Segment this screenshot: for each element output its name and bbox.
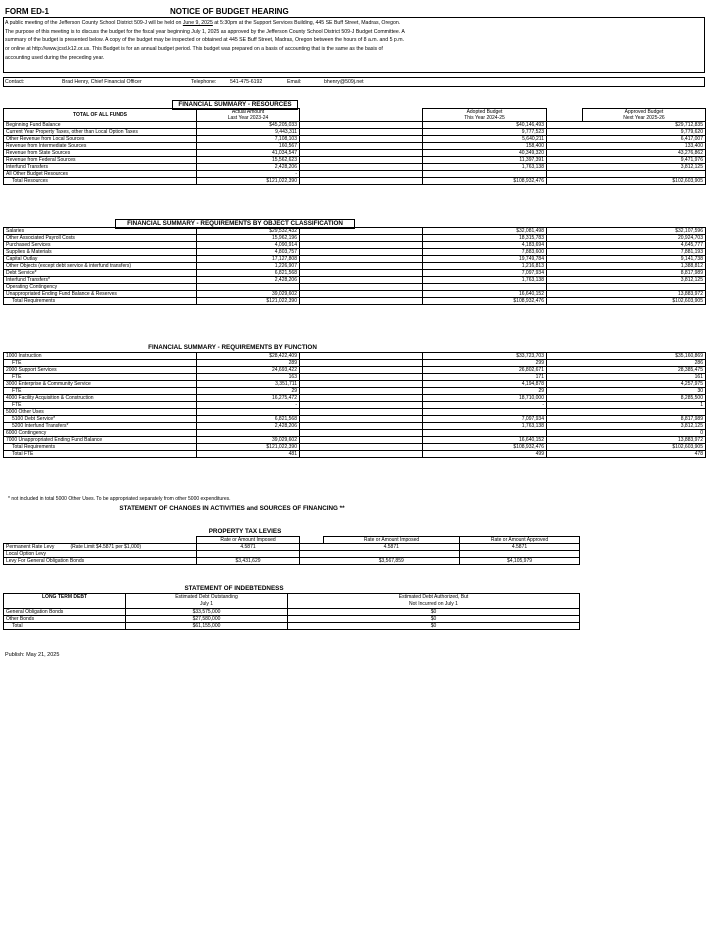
last-year-value: 2,428,206 (197, 277, 300, 284)
next-year-value: 20,924,703 (583, 235, 706, 242)
row-label: Other Associated Payroll Costs (4, 235, 197, 242)
row-label: Salaries (4, 228, 197, 235)
next-year-value: 161 (583, 374, 706, 381)
next-year-value: $102,603,905 (583, 178, 706, 185)
last-year-value: $28,422,409 (197, 353, 300, 360)
row-label: 6000 Contingency (4, 430, 197, 437)
notice-line-text: The purpose of this meeting is to discuss the budget for the fiscal year beginning July 1, 2025 as approved by the Jefferson County School District 509-J Budget Committee. A (5, 28, 405, 35)
this-year-value: 7,097,934 (447, 270, 547, 277)
row-label: FTE (4, 360, 197, 367)
tax-rate-limit: (Rate Limit $4.5871 per $1,000) (69, 544, 197, 551)
row-label: Operating Contingency (4, 284, 197, 291)
next-year-value (583, 409, 706, 416)
this-year-value: 18,315,783 (447, 235, 547, 242)
this-year-value: $108,932,476 (447, 298, 547, 305)
this-year-value: 26,802,671 (447, 367, 547, 374)
last-year-value: 6,821,568 (197, 416, 300, 423)
row-label: Revenue from State Sources (4, 150, 197, 157)
next-year-value: 43,276,862 (583, 150, 706, 157)
this-year-value: 11,397,391 (447, 157, 547, 164)
notice-line-text: at 5:30pm at the Support Services Building, 445 SE Buff Street, Madras, Oregon. (212, 20, 401, 26)
this-year-value: 7,883,600 (447, 249, 547, 256)
row-label: 4000 Facility Acquisition & Construction (4, 395, 197, 402)
this-year-value (447, 409, 547, 416)
resources-col-funds: TOTAL OF ALL FUNDS (4, 109, 197, 122)
last-year-value: 16,275,472 (197, 395, 300, 402)
requirement-function-row (4, 353, 706, 360)
last-year-value: 15,962,196 (197, 235, 300, 242)
next-year-value: 3,812,125 (583, 423, 706, 430)
next-year-value: 9,471,976 (583, 157, 706, 164)
email-address[interactable]: bhenry@509j.net (324, 79, 364, 85)
row-label: Current Year Property Taxes, other than Local Option Taxes (4, 129, 197, 136)
last-year-value: 6,821,568 (197, 270, 300, 277)
next-year-value: $102,603,905 (583, 298, 706, 305)
this-year-value (447, 430, 547, 437)
last-year-value: $45,205,033 (197, 122, 300, 129)
row-label: Total Resources (4, 178, 197, 185)
resources-col-adopted: Adopted Budget This Year 2024-25 (423, 109, 547, 122)
last-year-value (197, 430, 300, 437)
last-year-value: 481 (197, 451, 300, 458)
row-label: FTE (4, 374, 197, 381)
debt-row (4, 616, 580, 623)
row-label: Capital Outlay (4, 256, 197, 263)
row-label: 5200 Interfund Transfers* (4, 423, 197, 430)
notice-line (4, 19, 704, 28)
next-year-value: $35,160,869 (583, 353, 706, 360)
this-year-value: $108,932,476 (447, 178, 547, 185)
function-footnote: * not included in total 5000 Other Uses. To be appropriated separately from other 5000 expenditures. (8, 496, 231, 502)
last-year-value: $121,022,390 (197, 178, 300, 185)
tax-col-next-year: Rate or Amount Approved (460, 537, 580, 544)
next-year-value: 8,817,989 (583, 270, 706, 277)
notice-line-text: accounting used during the preceding year. (5, 54, 105, 61)
last-year-value: - (197, 171, 300, 178)
next-year-value: 0 (583, 430, 706, 437)
row-label: 5100 Debt Service* (4, 416, 197, 423)
notice-box (3, 17, 705, 73)
this-year-value: $33,723,703 (447, 353, 547, 360)
fte-row (4, 388, 706, 395)
fte-row (4, 360, 706, 367)
this-year-value: 1,763,138 (447, 164, 547, 171)
row-label: All Other Budget Resources (4, 171, 197, 178)
publish-date: Publish: May 21, 2025 (5, 652, 60, 658)
requirement-object-row (4, 263, 706, 270)
last-year-value: $29,532,432 (197, 228, 300, 235)
resource-row (4, 136, 706, 143)
this-year-value: 171 (447, 374, 547, 381)
page-title: NOTICE OF BUDGET HEARING (170, 7, 289, 16)
this-year-value: 499 (447, 451, 547, 458)
last-year-value: 39,029,602 (197, 291, 300, 298)
fte-row (4, 402, 706, 409)
last-year-value: 289 (197, 360, 300, 367)
property-tax-row (4, 551, 580, 558)
requirement-object-row (4, 291, 706, 298)
form-number: FORM ED-1 (5, 7, 49, 16)
notice-line-text: summary of the budget is presented below. A copy of the budget may be inspected or obtained at 445 SE Buff Street, Madras, Oregon between the hours of 8 a.m. and 5 p.m. (5, 37, 405, 44)
debt-outstanding-value: $61,155,000 (126, 623, 288, 630)
resources-table (3, 108, 706, 185)
next-year-value: 3,812,125 (583, 277, 706, 284)
resource-row (4, 129, 706, 136)
resource-row (4, 171, 706, 178)
requirements-function-table (3, 352, 706, 458)
row-label: Purchased Services (4, 242, 197, 249)
this-year-value: 19,749,784 (447, 256, 547, 263)
requirement-function-row (4, 423, 706, 430)
debt-row (4, 609, 580, 616)
debt-authorized-value: $0 (288, 609, 580, 616)
contact-name: Brad Henry, Chief Financial Officer (62, 79, 142, 85)
total-fte-row (4, 451, 706, 458)
row-label: Revenue from Intermediate Sources (4, 143, 197, 150)
notice-line-text: A public meeting of the Jefferson County School District 509-J will be held on (5, 20, 183, 26)
debt-row-label: General Obligation Bonds (4, 609, 126, 616)
debt-row-label: Other Bonds (4, 616, 126, 623)
next-year-value: 13,883,972 (583, 437, 706, 444)
requirement-object-row (4, 277, 706, 284)
next-year-value: 4,645,777 (583, 242, 706, 249)
this-year-value: 16,640,152 (447, 291, 547, 298)
this-year-value: 29 (447, 388, 547, 395)
this-year-value: $32,081,498 (447, 228, 547, 235)
last-year-value: 2,428,206 (197, 423, 300, 430)
requirement-function-row (4, 416, 706, 423)
resources-col-actual: Actual Amount Last Year 2023-24 (197, 109, 300, 122)
tax-next-year-value (460, 551, 580, 558)
next-year-value: 478 (583, 451, 706, 458)
notice-line (4, 28, 704, 37)
notice-line (4, 45, 704, 54)
requirements-function-total-row (4, 444, 706, 451)
debt-outstanding-value: $33,575,000 (126, 609, 288, 616)
this-year-value: 16,640,152 (447, 437, 547, 444)
requirement-function-row (4, 430, 706, 437)
requirement-object-row (4, 284, 706, 291)
requirement-object-row (4, 256, 706, 263)
indebtedness-table (3, 593, 580, 630)
next-year-value: 8,817,989 (583, 416, 706, 423)
resource-row (4, 150, 706, 157)
resource-row (4, 157, 706, 164)
tax-row-label: Levy For General Obligation Bonds (4, 558, 197, 565)
notice-line-text: or online at http://www.jcsd.k12.or.us. This Budget is for an annual budget period. This budget was prepared on a basis of accounting that is the same as the basis of (5, 46, 383, 53)
last-year-value: 24,693,422 (197, 367, 300, 374)
next-year-value: $102,603,905 (583, 444, 706, 451)
last-year-value: 4,803,757 (197, 249, 300, 256)
this-year-value: 5,640,211 (447, 136, 547, 143)
last-year-value (197, 409, 300, 416)
last-year-value: 163 (197, 374, 300, 381)
requirements-function-title: FINANCIAL SUMMARY - REQUIREMENTS BY FUNCTION (140, 344, 325, 352)
last-year-value: 39,029,602 (197, 437, 300, 444)
this-year-value: 7,097,934 (447, 416, 547, 423)
row-label: 7000 Unappropriated Ending Fund Balance (4, 437, 197, 444)
next-year-value: 9,779,620 (583, 129, 706, 136)
next-year-value: 1,388,812 (583, 263, 706, 270)
requirement-object-row (4, 235, 706, 242)
tax-this-year-value: $3,567,859 (324, 558, 460, 565)
requirement-function-row (4, 437, 706, 444)
resource-row (4, 164, 706, 171)
requirements-object-total-row (4, 298, 706, 305)
this-year-value: 1,763,138 (447, 277, 547, 284)
next-year-value: 9,141,738 (583, 256, 706, 263)
this-year-value: 18,710,000 (447, 395, 547, 402)
requirement-object-row (4, 242, 706, 249)
row-label: Supplies & Materials (4, 249, 197, 256)
resource-row (4, 122, 706, 129)
resource-row (4, 143, 706, 150)
next-year-value: 1 (583, 402, 706, 409)
this-year-value: 9,777,523 (447, 129, 547, 136)
requirement-function-row (4, 367, 706, 374)
last-year-value: - (197, 402, 300, 409)
row-label: FTE (4, 388, 197, 395)
notice-text (4, 19, 704, 63)
last-year-value: 7,108,103 (197, 136, 300, 143)
this-year-value: 299 (447, 360, 547, 367)
property-tax-row (4, 558, 580, 565)
next-year-value: 30 (583, 388, 706, 395)
last-year-value: 15,562,623 (197, 157, 300, 164)
requirement-function-row (4, 381, 706, 388)
next-year-value: 28,385,475 (583, 367, 706, 374)
next-year-value: 6,417,007 (583, 136, 706, 143)
next-year-value: 4,257,975 (583, 381, 706, 388)
tax-next-year-value: 4.5871 (460, 544, 580, 551)
debt-outstanding-value: $27,580,000 (126, 616, 288, 623)
row-label: Interfund Transfers* (4, 277, 197, 284)
last-year-value: 160,567 (197, 143, 300, 150)
debt-col-authorized: Estimated Debt Authorized, But Not Incurred on July 1 (288, 594, 580, 609)
tax-row-label: Permanent Rate Levy (4, 544, 69, 551)
contact-row (3, 77, 705, 87)
next-year-value (583, 171, 706, 178)
last-year-value: 17,127,808 (197, 256, 300, 263)
row-label: Interfund Transfers (4, 164, 197, 171)
debt-col-long-term: LONG TERM DEBT (4, 594, 126, 609)
hearing-date: June 9, 2025 (182, 20, 213, 26)
last-year-value: 1,226,907 (197, 263, 300, 270)
this-year-value: 40,349,320 (447, 150, 547, 157)
tax-this-year-value: 4.5871 (324, 544, 460, 551)
notice-line (4, 54, 704, 63)
telephone-number: 541-475-6192 (230, 79, 263, 85)
this-year-value: 4,183,694 (447, 242, 547, 249)
requirement-object-row (4, 270, 706, 277)
row-label: Total FTE (4, 451, 197, 458)
tax-last-year-value (197, 551, 300, 558)
tax-row-label: Local Option Levy (4, 551, 197, 558)
last-year-value: $121,022,390 (197, 444, 300, 451)
requirements-object-table (3, 227, 706, 305)
this-year-value (447, 284, 547, 291)
row-label: Beginning Fund Balance (4, 122, 197, 129)
row-label: Total Requirements (4, 444, 197, 451)
last-year-value (197, 284, 300, 291)
next-year-value: $29,712,835 (583, 122, 706, 129)
next-year-value: 3,812,125 (583, 164, 706, 171)
next-year-value: 286 (583, 360, 706, 367)
row-label: 1000 Instruction (4, 353, 197, 360)
property-tax-title: PROPERTY TAX LEVIES (193, 528, 297, 536)
fte-row (4, 374, 706, 381)
telephone-label: Telephone: (191, 79, 217, 85)
last-year-value: 41,034,547 (197, 150, 300, 157)
email-label: Email: (287, 79, 302, 85)
this-year-value: 4,194,878 (447, 381, 547, 388)
row-label: Revenue from Federal Sources (4, 157, 197, 164)
row-label: Other Revenue from Local Sources (4, 136, 197, 143)
this-year-value: 1,763,138 (447, 423, 547, 430)
next-year-value: 133,400 (583, 143, 706, 150)
next-year-value: 13,883,972 (583, 291, 706, 298)
debt-row (4, 623, 580, 630)
last-year-value: 4,090,914 (197, 242, 300, 249)
next-year-value: 7,881,193 (583, 249, 706, 256)
tax-last-year-value: 4.5871 (197, 544, 300, 551)
this-year-value: - (447, 402, 547, 409)
row-label: 5000 Other Uses (4, 409, 197, 416)
debt-row-label: Total (4, 623, 126, 630)
requirement-function-row (4, 409, 706, 416)
requirement-object-row (4, 228, 706, 235)
tax-next-year-value: $4,105,979 (460, 558, 580, 565)
tax-this-year-value (324, 551, 460, 558)
tax-col-last-year: Rate or Amount Imposed (197, 537, 300, 544)
tax-last-year-value: $3,431,629 (197, 558, 300, 565)
changes-title: STATEMENT OF CHANGES IN ACTIVITIES and SOURCES OF FINANCING ** (110, 505, 354, 513)
last-year-value: $121,022,390 (197, 298, 300, 305)
debt-authorized-value: $0 (288, 616, 580, 623)
next-year-value: $32,107,596 (583, 228, 706, 235)
row-label: Unappropriated Ending Fund Balance & Reserves (4, 291, 197, 298)
requirement-object-row (4, 249, 706, 256)
debt-authorized-value: $0 (288, 623, 580, 630)
last-year-value: 3,351,711 (197, 381, 300, 388)
row-label: Debt Service* (4, 270, 197, 277)
requirements-object-title: FINANCIAL SUMMARY - REQUIREMENTS BY OBJECT CLASSIFICATION (115, 219, 355, 229)
resources-total-row (4, 178, 706, 185)
next-year-value (583, 284, 706, 291)
this-year-value: 1,216,813 (447, 263, 547, 270)
property-tax-row (4, 544, 580, 551)
this-year-value (447, 171, 547, 178)
row-label: FTE (4, 402, 197, 409)
last-year-value: 9,443,311 (197, 129, 300, 136)
notice-line (4, 36, 704, 45)
resources-col-approved: Approved Budget Next Year 2025-26 (583, 109, 706, 122)
requirement-function-row (4, 395, 706, 402)
last-year-value: 2,428,206 (197, 164, 300, 171)
contact-label: Contact: (5, 79, 25, 85)
row-label: 2000 Support Services (4, 367, 197, 374)
this-year-value: $108,932,476 (447, 444, 547, 451)
row-label: Total Requirements (4, 298, 197, 305)
row-label: 3000 Enterprise & Community Service (4, 381, 197, 388)
tax-col-this-year: Rate or Amount Imposed (324, 537, 460, 544)
resources-title: FINANCIAL SUMMARY - RESOURCES (172, 100, 298, 110)
row-label: Other Objects (except debt service & interfund transfers) (4, 263, 197, 270)
indebtedness-title: STATEMENT OF INDEBTEDNESS (172, 585, 296, 593)
property-tax-table (3, 536, 580, 565)
last-year-value: 29 (197, 388, 300, 395)
this-year-value: 158,400 (447, 143, 547, 150)
next-year-value: 8,285,500 (583, 395, 706, 402)
this-year-value: $40,146,493 (447, 122, 547, 129)
debt-col-outstanding: Estimated Debt Outstanding July 1 (126, 594, 288, 609)
